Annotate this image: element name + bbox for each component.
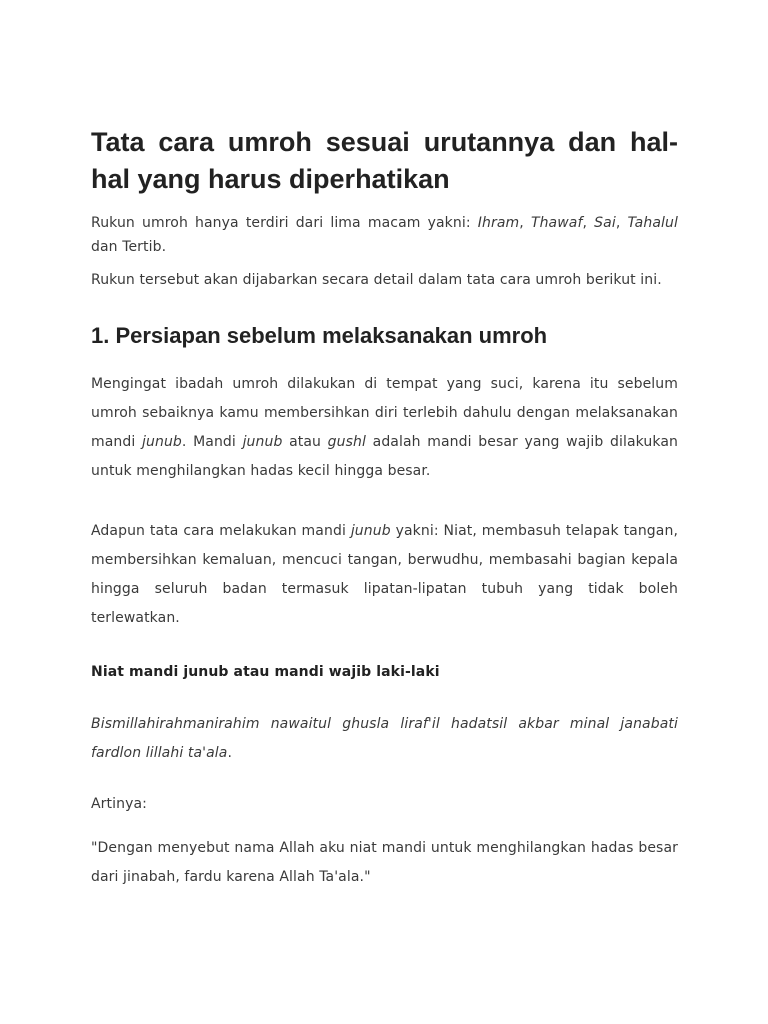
term-tahalul: Tahalul	[627, 215, 678, 231]
intro-suffix: dan Tertib.	[91, 239, 167, 255]
term-sai: Sai	[594, 215, 616, 231]
term-junub: junub	[142, 434, 182, 450]
intro-separator: ,	[519, 215, 531, 231]
paragraph-text: . Mandi	[181, 434, 243, 450]
artinya-label: Artinya:	[91, 796, 147, 812]
term-gushl: gushl	[327, 434, 366, 450]
niat-period: .	[227, 745, 233, 761]
paragraph-text: yakni: Niat, membasuh telapak tangan, membersihkan kemaluan, mencuci tangan, berwudhu, membasahi bagian kepala hingga seluruh badan termasuk lipatan-lipatan tubuh yang tidak boleh terlewatkan.	[91, 523, 678, 626]
article-title: Tata cara umroh sesuai urutannya dan hal-hal yang harus diperhatikan	[91, 127, 678, 194]
paragraph-text: atau	[282, 434, 328, 450]
intro-prefix: Rukun umroh hanya terdiri dari lima macam yakni:	[91, 215, 478, 231]
term-ihram: Ihram	[477, 215, 520, 231]
intro-separator: ,	[615, 215, 628, 231]
document-page	[91, 124, 678, 892]
niat-text: Bismillahirahmanirahim nawaitul ghusla liraf'il hadatsil akbar minal janabati fardlon lillahi ta'ala	[91, 716, 678, 761]
niat-arabic-transliteration	[91, 710, 678, 768]
paragraph-text: Mengingat ibadah umroh dilakukan di tempat yang suci, karena itu sebelum umroh sebaiknya kamu membersihkan diri terlebih dahulu dengan melaksanakan mandi	[91, 376, 678, 450]
section-paragraph-procedure	[91, 517, 678, 633]
section-paragraph-preparation	[91, 370, 678, 486]
intro-paragraph-detail: Rukun tersebut akan dijabarkan secara detail dalam tata cara umroh berikut ini.	[91, 272, 662, 288]
term-thawaf: Thawaf	[530, 215, 583, 231]
section-heading: 1. Persiapan sebelum melaksanakan umroh	[91, 323, 548, 348]
intro-paragraph-rukun	[91, 211, 678, 259]
term-junub: junub	[350, 523, 391, 539]
niat-heading: Niat mandi junub atau mandi wajib laki-laki	[91, 664, 440, 680]
term-junub: junub	[242, 434, 283, 450]
paragraph-text: Adapun tata cara melakukan mandi	[91, 523, 351, 539]
intro-separator: ,	[582, 215, 595, 231]
paragraph-text: adalah mandi besar yang wajib dilakukan untuk menghilangkan hadas kecil hingga besar.	[91, 434, 679, 479]
translation-quote: "Dengan menyebut nama Allah aku niat mandi untuk menghilangkan hadas besar dari jinabah, fardu karena Allah Ta'ala."	[91, 840, 678, 885]
